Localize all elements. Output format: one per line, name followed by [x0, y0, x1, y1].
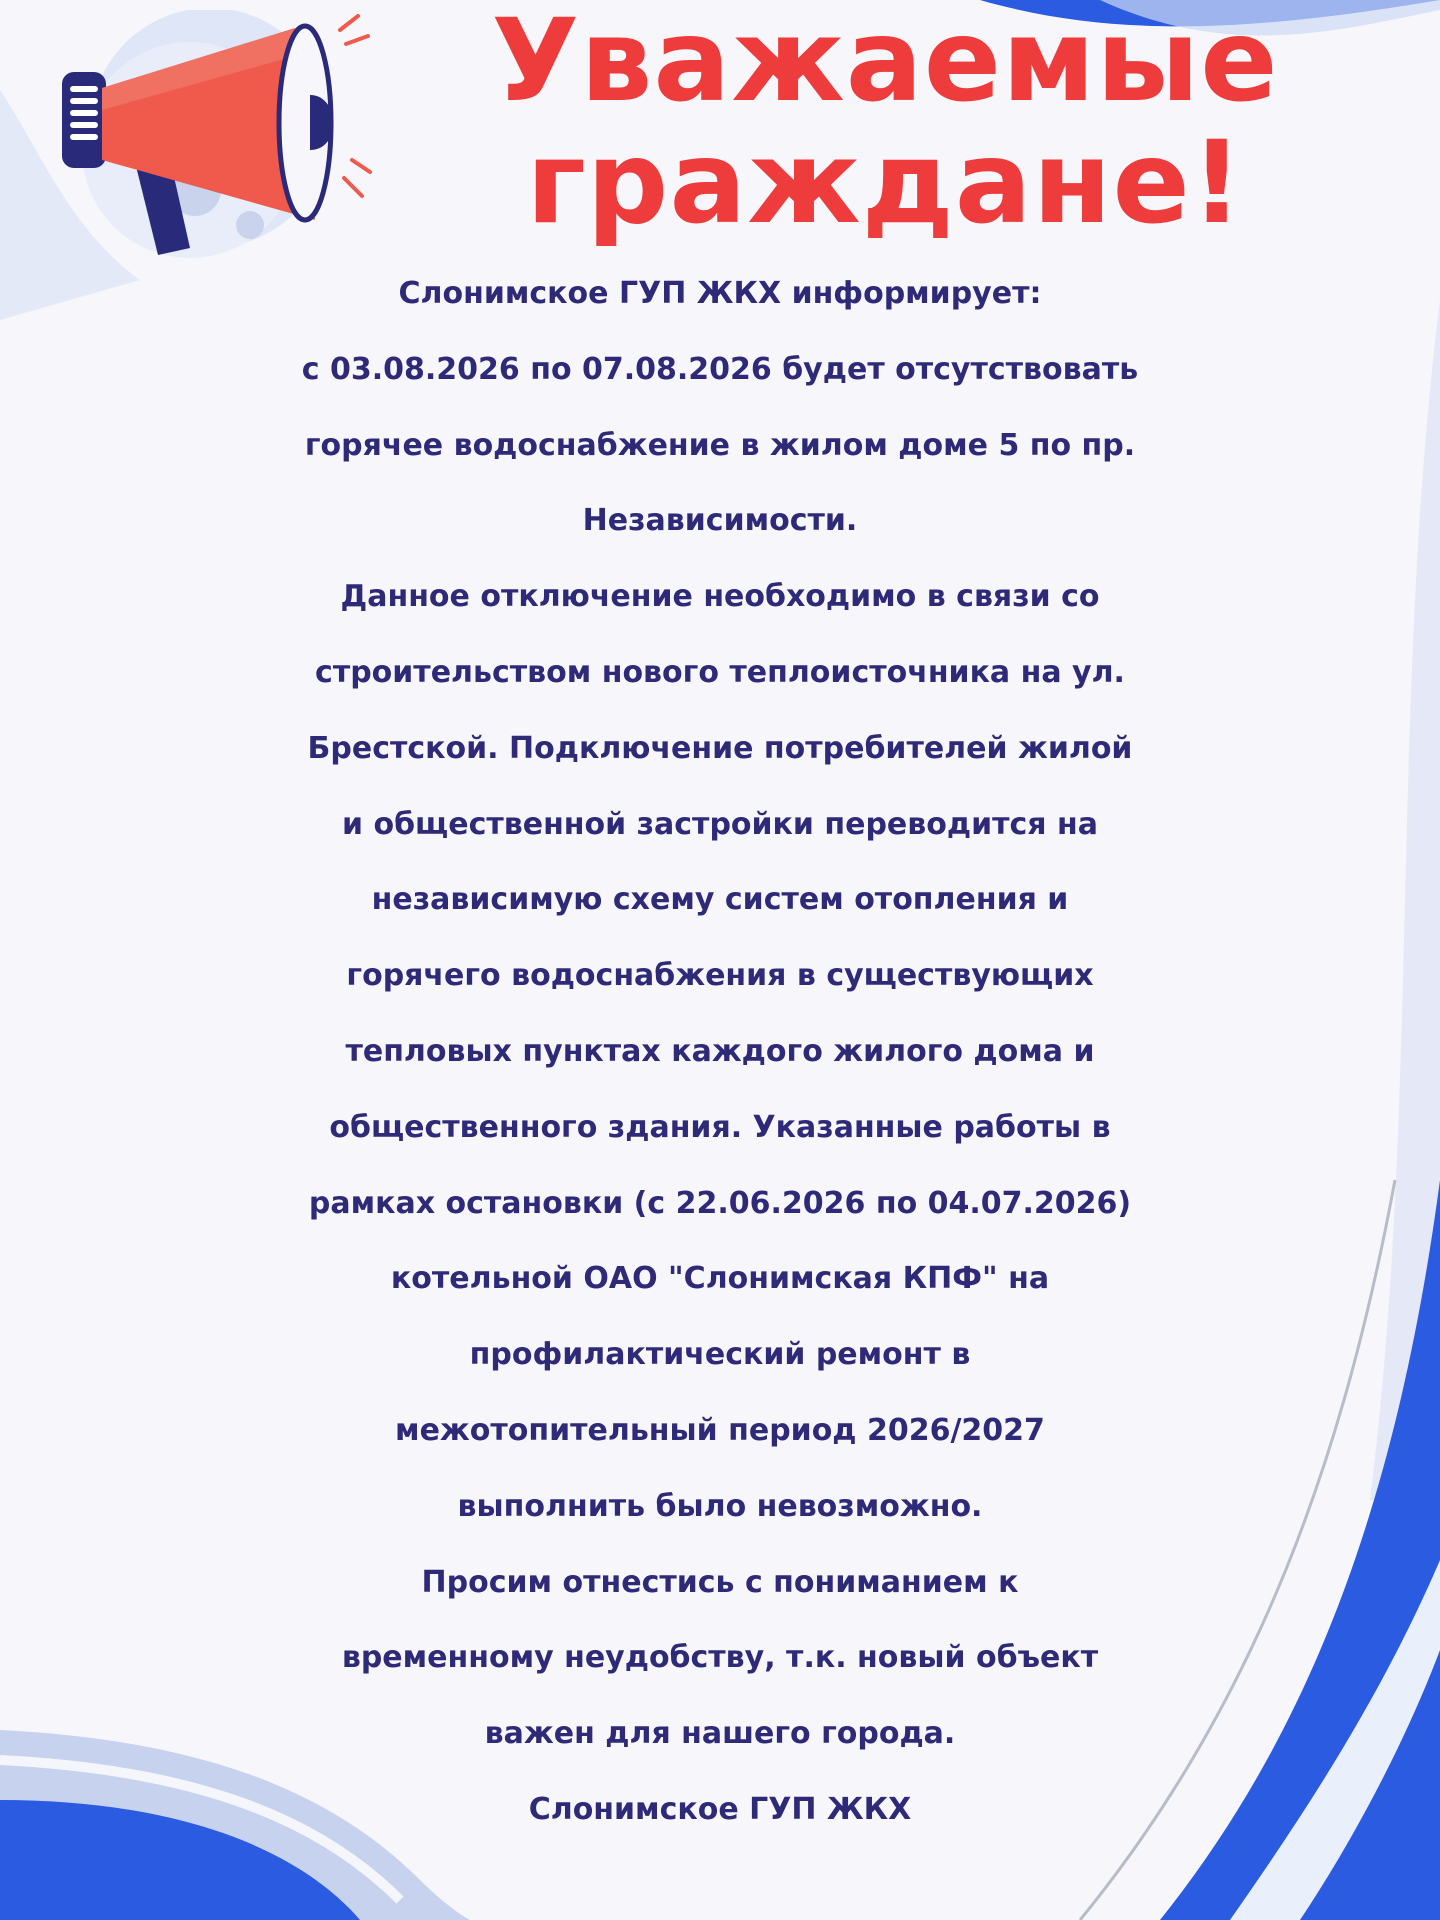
notice-line: тепловых пунктах каждого жилого дома и	[345, 1033, 1095, 1069]
notice-line: профилактический ремонт в	[469, 1337, 971, 1373]
title-line-2: граждане!	[526, 116, 1244, 249]
notice-line: важен для нашего города.	[484, 1716, 956, 1752]
notice-line: общественного здания. Указанные работы в	[329, 1109, 1111, 1145]
title-line-1: Уважаемые	[491, 0, 1279, 127]
notice-line: Данное отключение необходимо в связи со	[340, 579, 1100, 615]
notice-line: межотопительный период 2026/2027	[395, 1412, 1045, 1448]
page-title	[330, 0, 1440, 249]
notice-line: Просим отнестись с пониманием к	[421, 1564, 1019, 1600]
notice-line: с 03.08.2026 по 07.08.2026 будет отсутствовать	[301, 351, 1139, 387]
notice-line: рамках остановки (с 22.06.2026 по 04.07.2026)	[308, 1185, 1132, 1221]
notice-line: котельной ОАО "Слонимская КПФ" на	[390, 1261, 1050, 1297]
notice-line: временному неудобству, т.к. новый объект	[341, 1640, 1099, 1676]
notice-line: горячее водоснабжение в жилом доме 5 по пр.	[304, 427, 1136, 463]
notice-line: Брестской. Подключение потребителей жилой	[307, 730, 1133, 766]
notice-line: Слонимское ГУП ЖКХ информирует:	[398, 276, 1042, 311]
notice-body	[0, 256, 1440, 1848]
notice-line: Независимости.	[582, 503, 858, 539]
notice-line: строительством нового теплоисточника на ул.	[315, 654, 1125, 690]
notice-signature: Слонимское ГУП ЖКХ	[528, 1791, 912, 1827]
notice-line: выполнить было невозможно.	[457, 1488, 983, 1524]
notice-line: горячего водоснабжения в существующих	[346, 958, 1094, 994]
notice-line: и общественной застройки переводится на	[342, 806, 1098, 842]
notice-line: независимую схему систем отопления и	[371, 882, 1069, 918]
